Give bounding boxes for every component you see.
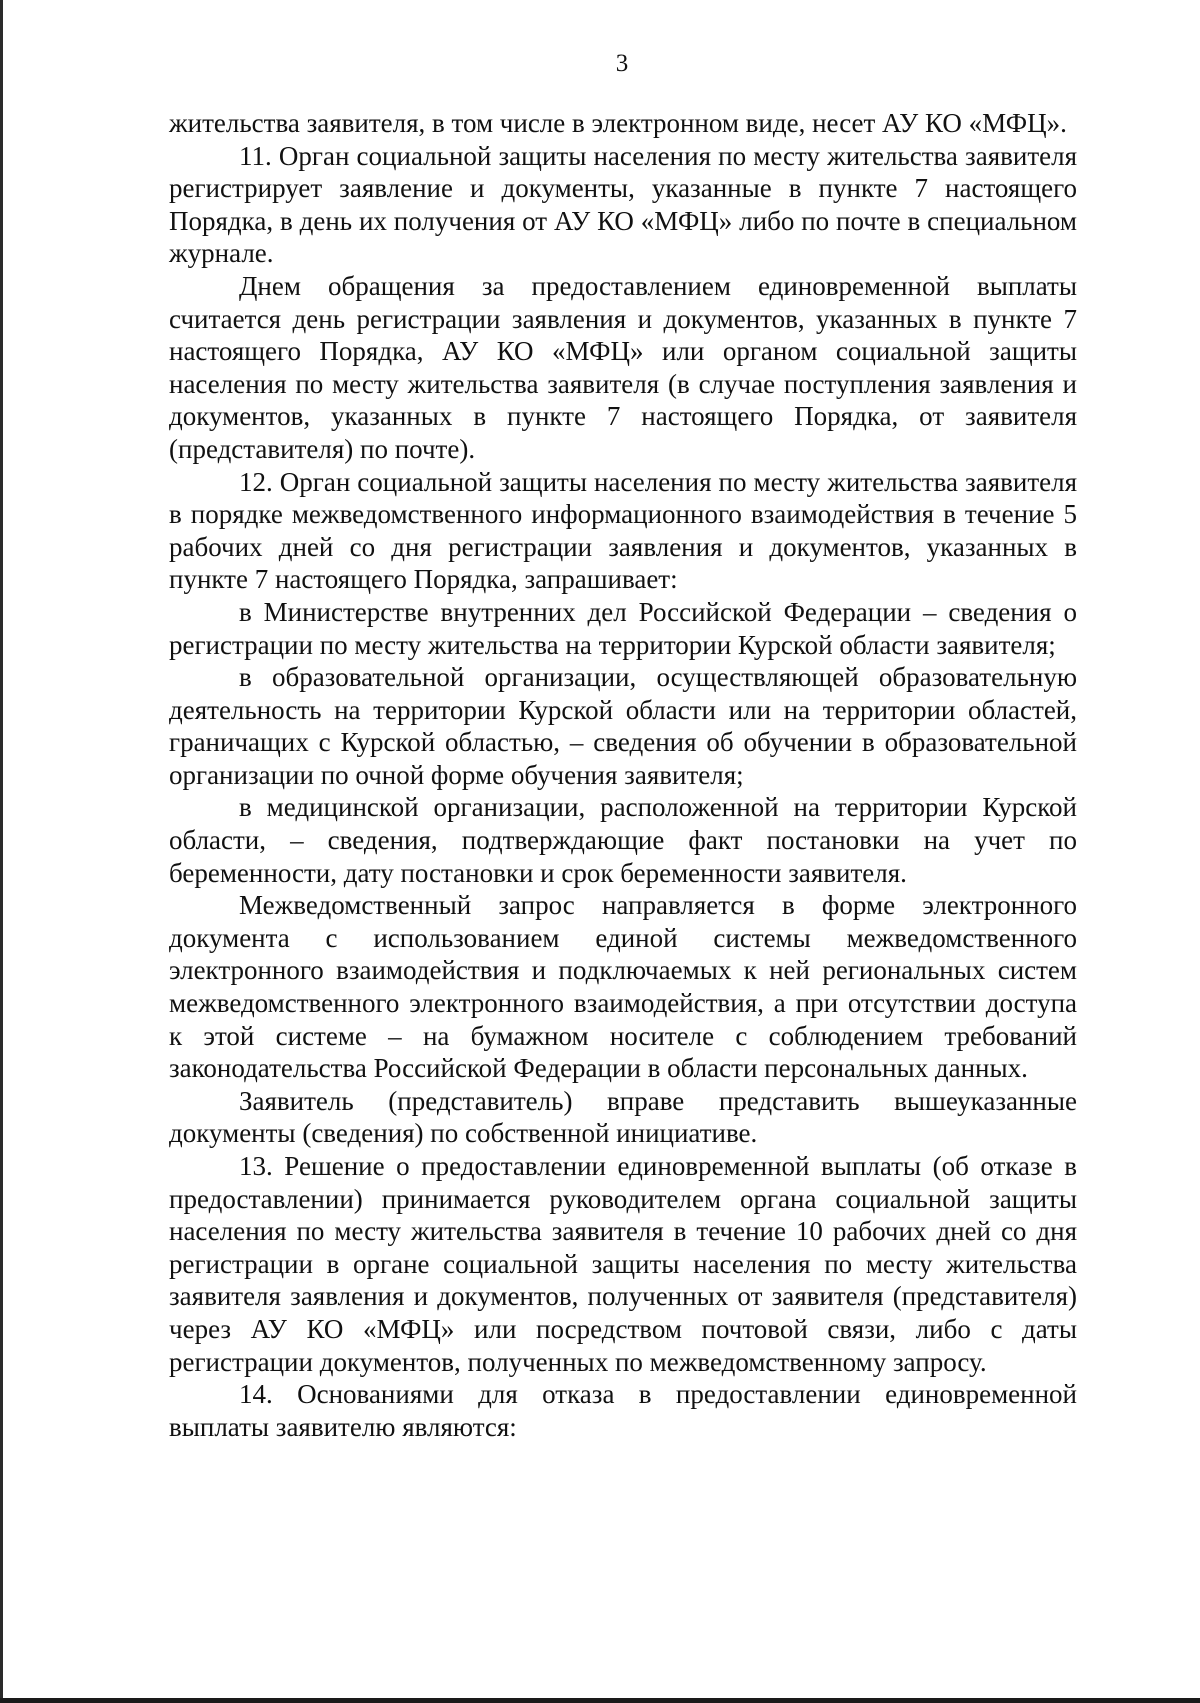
paragraph-4: 12. Орган социальной защиты населения по месту жительства заявителя в порядке межведомственного информационного взаимодействия в течение 5 рабочих дней со дня регистрации заявления и документов, указанных в пункте 7 настоящего Порядка, запрашивает:	[169, 466, 1077, 595]
paragraph-5: в Министерстве внутренних дел Российской Федерации – сведения о регистрации по месту жительства на территории Курской области заявителя;	[169, 596, 1077, 660]
paragraph-7: в медицинской организации, расположенной на территории Курской области, – сведения, подтверждающие факт постановки на учет по беременности, дату постановки и срок беременности заявителя.	[169, 792, 1077, 888]
paragraph-10: 13. Решение о предоставлении единовременной выплаты (об отказе в предоставлении) принимается руководителем органа социальной защиты населения по месту жительства заявителя в течение 10 рабочих дней со дня регистрации в органе социальной защиты населения по месту жительства заявителя заявления и документов, полученных от заявителя (представителя) через АУ КО «МФЦ» или посредством почтовой связи, либо с даты регистрации документов, полученных по межведомственному запросу.	[169, 1151, 1077, 1377]
paragraph-8: Межведомственный запрос направляется в форме электронного документа с использованием единой системы межведомственного электронного взаимодействия и подключаемых к ней региональных систем межведомственного электронного взаимодействия, а при отсутствии доступа к этой системе – на бумажном носителе с соблюдением требований законодательства Российской Федерации в области персональных данных.	[169, 890, 1077, 1084]
paragraph-3: Днем обращения за предоставлением единовременной выплаты считается день регистрации заявления и документов, указанных в пункте 7 настоящего Порядка, АУ КО «МФЦ» или органом социальной защиты населения по месту жительства заявителя (в случае поступления заявления и документов, указанных в пункте 7 настоящего Порядка, от заявителя (представителя) по почте).	[169, 270, 1077, 464]
page-number: 3	[615, 50, 629, 77]
scan-edge-left	[0, 0, 3, 1703]
paragraph-9: Заявитель (представитель) вправе представить вышеуказанные документы (сведения) по собственной инициативе.	[169, 1085, 1077, 1149]
paragraph-1: жительства заявителя, в том числе в электронном виде, несет АУ КО «МФЦ».	[169, 108, 1067, 138]
document-body	[169, 107, 1077, 1443]
paragraph-2: 11. Орган социальной защиты населения по месту жительства заявителя регистрирует заявление и документы, указанные в пункте 7 настоящего Порядка, в день их получения от АУ КО «МФЦ» либо по почте в специальном журнале.	[169, 140, 1077, 269]
paragraph-6: в образовательной организации, осуществляющей образовательную деятельность на территории Курской области или на территории областей, граничащих с Курской областью, – сведения об обучении в образовательной организации по очной форме обучения заявителя;	[169, 662, 1077, 790]
scan-edge-bottom	[0, 1698, 1200, 1703]
paragraph-11: 14. Основаниями для отказа в предоставлении единовременной выплаты заявителю являются:	[169, 1379, 1077, 1442]
